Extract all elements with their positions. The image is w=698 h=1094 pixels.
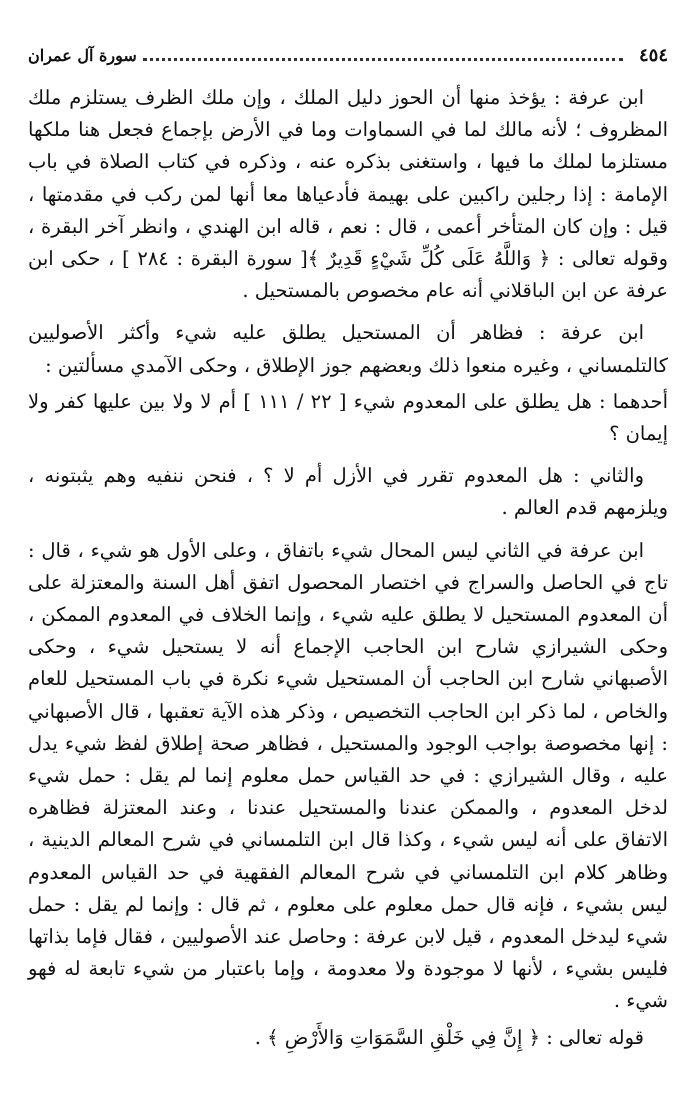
paragraph: أحدهما : هل يطلق على المعدوم شيء [ ٢٢ / ١١١ ] أم لا ولا بين عليها كفر ولا إيمان ؟ <box>28 389 668 446</box>
page <box>28 40 668 1074</box>
page-number: ٤٥٤ <box>638 44 668 66</box>
paragraph: قوله تعالى : ﴿ إِنَّ فِي خَلْقِ السَّمَوَاتِ وَالأَرْضِ ﴾ . <box>254 1025 644 1049</box>
paragraph: ابن عرفة : يؤخذ منها أن الحوز دليل الملك ، وإن ملك الظرف يستلزم ملك المظروف ؛ لأنه مالك لما في السماوات وما في الأرض بإجماع فجعل هنا ملكها مستلزما لملك ما فيها ، واستغنى بذكره عنه ، وذكره في كتاب الصلاة في باب الإمامة : إذا رجلين راكبين على بهيمة فأدعياها معا أنها لمن ركب في مقدمتها ، قيل : وإن كان المتأخر أعمى ، قال : نعم ، قاله ابن الهندي ، وانظر آخر البقرة ، وقوله تعالى : ﴿ وَاللَّهُ عَلَى كُلِّ شَيْءٍ قَدِيرٌ ﴾[ سورة البقرة : ٢٨٤ ] ، حكى ابن عرفة عن ابن الباقلاني أنه عام مخصوص بالمستحيل . <box>28 86 668 303</box>
page-header <box>28 40 668 70</box>
header-dotted-rule <box>143 58 623 61</box>
paragraph: والثاني : هل المعدوم تقرر في الأزل أم لا ؟ ، فنحن ننفيه وهم يثبتونه ، ويلزمهم قدم العالم . <box>28 464 668 520</box>
running-title: سورة آل عمران <box>28 45 137 65</box>
paragraph: ابن عرفة في الثاني ليس المحال شيء باتفاق ، وعلى الأول هو شيء ، قال : تاج في الحاصل والسراج في اختصار المحصول اتفق أهل السنة والمعتزلة على أن المعدوم المستحيل لا يطلق عليه شيء ، وإنما الخلاف في المعدوم الممكن ، وحكى الشيرازي شارح ابن الحاجب الإجماع أنه لا يستحيل شيء ، وحكى الأصبهاني شارح ابن الحاجب أن المستحيل شيء نكرة في باب المستحيل للعام والخاص ، لما ذكر ابن الحاجب التخصيص ، وذكر هذه الآية تعقبها ، قال الأصبهاني : إنها مخصوصة بواجب الوجود والمستحيل ، فظاهر صحة إطلاق لفظ شيء يدل عليه ، وقال الشيرازي : في حد القياس حمل معلوم إنما لم يقل : حمل شيء لدخل المعدوم ، والممكن عندنا والمستحيل عندنا ، وعند المعتزلة فظاهره الاتفاق على أنه ليس شيء ، وكذا قال ابن التلمساني في شرح المعالم الدينية ، وظاهر كلام ابن التلمساني في شرح المعالم الفقهية في حد القياس المعدوم ليس بشيء ، فإنه قال حمل معلوم على معلوم ، ثم قال : وإنما لم يقل : حمل شيء ليدخل المعدوم ، قيل لابن عرفة : وحاصل عند الأصوليين ، فقال فإما بذاتها فليس بشيء ، لأنها لا موجودة ولا معدومة ، وإما باعتبار من شيء تابعة له فهو شيء . <box>28 538 668 1013</box>
paragraph: ابن عرفة : فظاهر أن المستحيل يطلق عليه شيء وأكثر الأصوليين كالتلمساني ، وغيره منعوا ذلك وبعضهم جوز الإطلاق ، وحكى الآمدي مسألتين : <box>28 321 668 377</box>
body-text <box>28 82 668 1054</box>
